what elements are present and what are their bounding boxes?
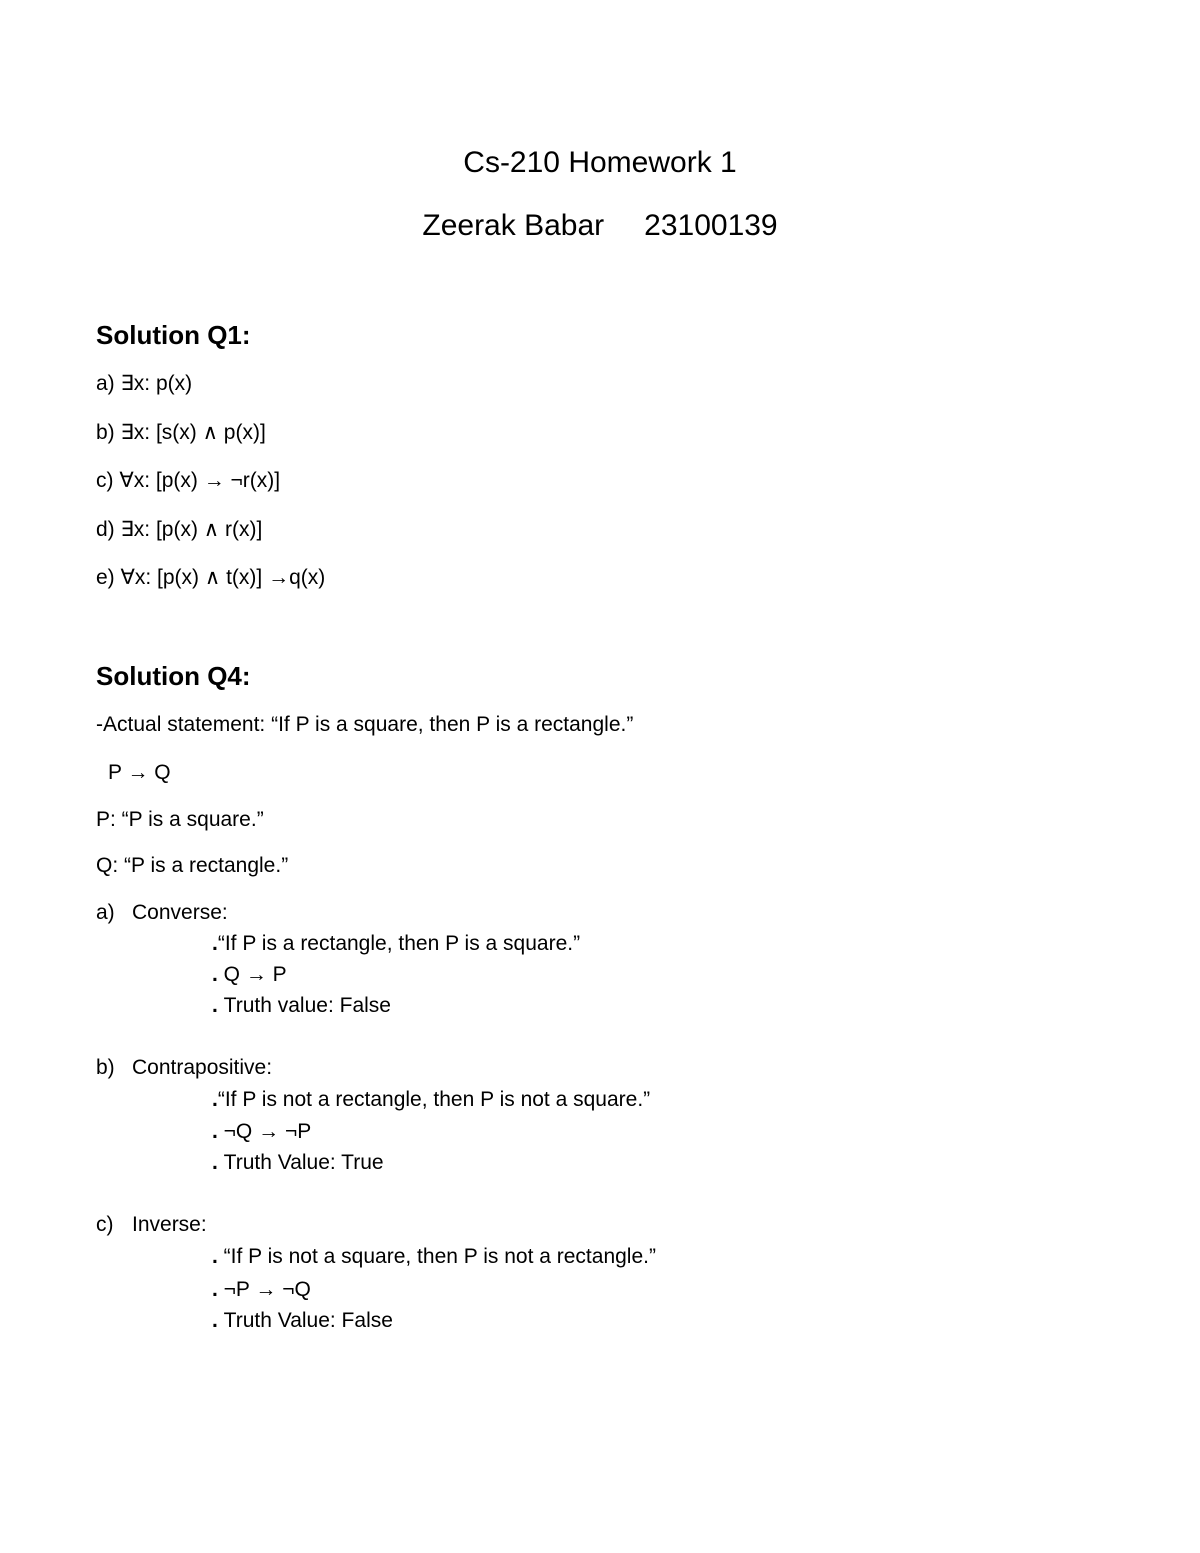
q1-answer-e: e) ∀x: [p(x) ∧ t(x)] →q(x) xyxy=(96,566,326,589)
q4-part-a-truth: . Truth value: False xyxy=(212,994,391,1017)
q4-q-definition: Q: “P is a rectangle.” xyxy=(96,854,289,877)
q4-part-a-statement: .“If P is a rectangle, then P is a square.” xyxy=(212,932,581,955)
q4-part-a-letter: a) xyxy=(96,901,115,924)
q1-answer-d: d) ∃x: [p(x) ∧ r(x)] xyxy=(96,518,263,541)
q4-actual-statement: -Actual statement: “If P is a square, then P is a rectangle.” xyxy=(96,713,634,736)
q1-answer-b: b) ∃x: [s(x) ∧ p(x)] xyxy=(96,421,266,444)
q4-part-b-label: Contrapositive: xyxy=(132,1056,273,1079)
author-line xyxy=(0,206,1200,246)
q4-part-a-label: Converse: xyxy=(132,901,228,924)
q4-part-b-letter: b) xyxy=(96,1056,115,1079)
q4-implication: P → Q xyxy=(108,761,171,784)
q4-part-b-formula: . ¬Q → ¬P xyxy=(212,1120,312,1143)
q4-part-b-truth: . Truth Value: True xyxy=(212,1151,384,1174)
q4-p-definition: P: “P is a square.” xyxy=(96,808,264,831)
q4-part-c-label: Inverse: xyxy=(132,1213,207,1236)
q4-part-c-letter: c) xyxy=(96,1213,114,1236)
q1-heading: Solution Q1: xyxy=(96,320,251,350)
q4-part-b-statement: .“If P is not a rectangle, then P is not a square.” xyxy=(212,1088,651,1111)
q4-part-c-formula: . ¬P → ¬Q xyxy=(212,1278,311,1301)
student-id: 23100139 xyxy=(644,209,778,242)
q1-answer-a: a) ∃x: p(x) xyxy=(96,372,193,395)
author-name: Zeerak Babar xyxy=(422,209,605,242)
q4-part-a-formula: . Q → P xyxy=(212,963,287,986)
document-title: Cs-210 Homework 1 xyxy=(463,146,737,179)
q4-heading: Solution Q4: xyxy=(96,661,251,691)
q4-part-c-statement: . “If P is not a square, then P is not a rectangle.” xyxy=(212,1245,656,1268)
q4-part-c-truth: . Truth Value: False xyxy=(212,1309,393,1332)
q1-answer-c: c) ∀x: [p(x) → ¬r(x)] xyxy=(96,469,281,492)
